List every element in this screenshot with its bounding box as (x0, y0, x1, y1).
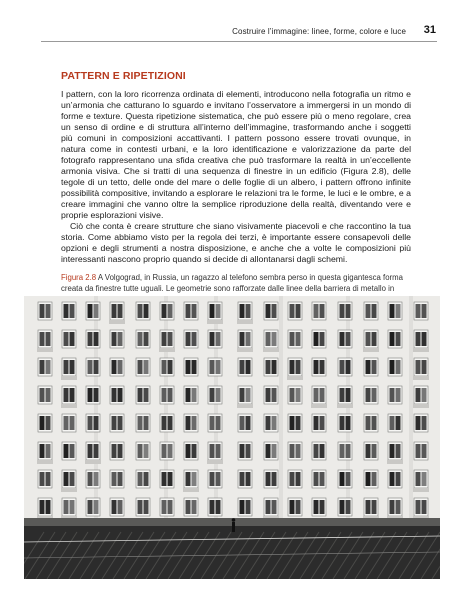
window-pane (246, 304, 251, 318)
window-pane (346, 472, 351, 486)
window-pane (290, 304, 295, 318)
window-pane (290, 360, 295, 374)
window-pane (340, 416, 345, 430)
window-pane (112, 388, 117, 402)
window-pane (296, 360, 301, 374)
window-pane (390, 444, 395, 458)
window-pane (366, 500, 371, 514)
window-pane (40, 332, 45, 346)
window-pane (422, 416, 427, 430)
window-pane (266, 500, 271, 514)
window-pane (296, 472, 301, 486)
window-pane (346, 444, 351, 458)
window-pane (210, 500, 215, 514)
window-pane (372, 416, 377, 430)
window-pane (372, 332, 377, 346)
window-pane (346, 388, 351, 402)
window-pane (240, 360, 245, 374)
window-pane (186, 416, 191, 430)
window-pane (396, 444, 401, 458)
window-pane (144, 500, 149, 514)
window-pane (168, 444, 173, 458)
balcony (237, 320, 253, 324)
window-pane (88, 444, 93, 458)
window-pane (240, 472, 245, 486)
window-pane (340, 388, 345, 402)
window-pane (396, 472, 401, 486)
window-pane (162, 416, 167, 430)
window-pane (94, 472, 99, 486)
window-pane (416, 360, 421, 374)
window-pane (94, 416, 99, 430)
window-pane (144, 472, 149, 486)
window-pane (40, 304, 45, 318)
window-pane (396, 416, 401, 430)
window-pane (88, 472, 93, 486)
header-rule (41, 41, 437, 42)
window-pane (192, 388, 197, 402)
window-pane (296, 304, 301, 318)
window-pane (366, 332, 371, 346)
balcony (61, 488, 77, 492)
window-pane (112, 472, 117, 486)
window-pane (314, 416, 319, 430)
window-pane (210, 388, 215, 402)
window-pane (340, 472, 345, 486)
window-pane (216, 304, 221, 318)
window-pane (40, 444, 45, 458)
window-pane (210, 304, 215, 318)
window-pane (168, 360, 173, 374)
window-pane (118, 472, 123, 486)
window-pane (168, 500, 173, 514)
window-pane (94, 360, 99, 374)
window-pane (240, 304, 245, 318)
window-pane (162, 472, 167, 486)
section-heading: PATTERN E RIPETIZIONI (61, 70, 186, 82)
window-pane (320, 304, 325, 318)
window-pane (366, 416, 371, 430)
balcony (207, 320, 223, 324)
window-pane (240, 332, 245, 346)
window-pane (422, 472, 427, 486)
window-pane (40, 472, 45, 486)
window-pane (366, 472, 371, 486)
window-pane (396, 332, 401, 346)
window-pane (138, 500, 143, 514)
window-pane (246, 444, 251, 458)
window-pane (112, 444, 117, 458)
balcony (413, 404, 429, 408)
window-pane (216, 472, 221, 486)
window-pane (186, 500, 191, 514)
window-pane (210, 416, 215, 430)
window-pane (272, 360, 277, 374)
window-pane (118, 500, 123, 514)
window-pane (396, 304, 401, 318)
window-pane (314, 304, 319, 318)
window-pane (266, 360, 271, 374)
window-pane (70, 388, 75, 402)
window-pane (314, 444, 319, 458)
window-pane (346, 332, 351, 346)
window-pane (70, 444, 75, 458)
window-pane (40, 416, 45, 430)
window-pane (372, 472, 377, 486)
balcony (311, 404, 327, 408)
window-pane (422, 388, 427, 402)
window-pane (246, 332, 251, 346)
window-pane (346, 304, 351, 318)
window-pane (372, 388, 377, 402)
balcony (61, 404, 77, 408)
window-pane (138, 388, 143, 402)
window-pane (390, 332, 395, 346)
window-pane (64, 360, 69, 374)
window-pane (296, 444, 301, 458)
window-pane (168, 416, 173, 430)
window-pane (46, 304, 51, 318)
window-pane (88, 360, 93, 374)
window-pane (138, 444, 143, 458)
window-pane (186, 444, 191, 458)
window-pane (162, 444, 167, 458)
balcony (85, 460, 101, 464)
window-pane (320, 360, 325, 374)
window-pane (272, 332, 277, 346)
window-pane (296, 500, 301, 514)
page-number: 31 (423, 24, 436, 36)
window-pane (366, 304, 371, 318)
window-pane (320, 500, 325, 514)
window-pane (290, 444, 295, 458)
balcony (337, 404, 353, 408)
paragraph-1: I pattern, con la loro ricorrenza ordinata di elementi, introducono nella fotografia un ritmo e un’armonia che catturano lo sguardo e invitano l’osservatore a immergersi in un mondo di forme e texture. Questa ripetizione sistematica, che può essere più o meno regolare, crea un senso di ordine e di struttura all’interno dell’immagine, trasformando anche i soggetti più comuni in composizioni accattivanti. I pattern possono essere trovati ovunque, in natura come in contesti urbani, e la loro identificazione e valorizzazione da parte del fotografo rappresentano una sfida creativa che può trasformare la realtà in un’eccellente armonia visiva. Che si tratti di una sequenza di finestre in un edificio (Figura 2.8), delle tegole di un tetto, delle onde del mare o delle foglie di un albero, i pattern offrono infinite possibilità compositive, invitando a esplorare le relazioni tra le forme, le luci e le ombre, e a creare immagini che vanno oltre la semplice riproduzione della realtà, diventando vere e proprie esplorazioni visive. (61, 89, 411, 220)
window-pane (346, 500, 351, 514)
window-pane (246, 472, 251, 486)
window-pane (168, 388, 173, 402)
balcony (413, 348, 429, 352)
window-pane (314, 472, 319, 486)
balcony (237, 348, 253, 352)
window-pane (216, 416, 221, 430)
window-pane (162, 388, 167, 402)
window-pane (162, 500, 167, 514)
window-pane (272, 472, 277, 486)
window-pane (340, 500, 345, 514)
window-pane (422, 360, 427, 374)
window-pane (320, 416, 325, 430)
window-pane (192, 416, 197, 430)
paragraph-2: Ciò che conta è creare strutture che siano visivamente piacevoli e che raccontino la tua storia. Come abbiamo visto per la regola dei terzi, è importante essere consapevoli delle opzioni e degli strumenti a nostra disposizione, e anche che a volte le composizioni più interessanti nascono proprio quando si decide di allontanarsi dagli schemi. (61, 221, 411, 264)
window-pane (246, 388, 251, 402)
person-head (232, 518, 236, 522)
window-pane (422, 500, 427, 514)
window-pane (144, 444, 149, 458)
window-pane (192, 472, 197, 486)
window-pane (64, 500, 69, 514)
window-pane (422, 304, 427, 318)
window-pane (390, 500, 395, 514)
window-pane (346, 360, 351, 374)
window-pane (340, 444, 345, 458)
window-pane (192, 444, 197, 458)
window-pane (64, 472, 69, 486)
window-pane (94, 332, 99, 346)
window-pane (46, 360, 51, 374)
window-pane (112, 360, 117, 374)
window-pane (366, 388, 371, 402)
window-pane (118, 416, 123, 430)
window-pane (88, 388, 93, 402)
window-pane (46, 332, 51, 346)
window-pane (144, 416, 149, 430)
window-pane (118, 332, 123, 346)
window-pane (112, 500, 117, 514)
window-pane (390, 360, 395, 374)
window-pane (416, 388, 421, 402)
window-pane (266, 388, 271, 402)
window-pane (210, 472, 215, 486)
window-pane (40, 360, 45, 374)
window-pane (162, 332, 167, 346)
window-pane (240, 416, 245, 430)
window-pane (162, 304, 167, 318)
window-pane (390, 304, 395, 318)
window-pane (290, 416, 295, 430)
balcony (109, 320, 125, 324)
window-pane (46, 416, 51, 430)
window-pane (118, 388, 123, 402)
window-pane (192, 332, 197, 346)
window-pane (64, 416, 69, 430)
window-pane (138, 416, 143, 430)
window-pane (340, 304, 345, 318)
window-pane (290, 388, 295, 402)
window-pane (272, 444, 277, 458)
window-pane (372, 304, 377, 318)
window-pane (366, 444, 371, 458)
window-pane (70, 304, 75, 318)
window-pane (46, 444, 51, 458)
balcony (37, 348, 53, 352)
window-pane (138, 332, 143, 346)
window-pane (422, 332, 427, 346)
window-pane (162, 360, 167, 374)
window-pane (246, 500, 251, 514)
window-pane (416, 304, 421, 318)
running-header-title: Costruire l’immagine: linee, forme, colore e luce (232, 27, 406, 36)
window-pane (64, 388, 69, 402)
window-pane (216, 444, 221, 458)
window-pane (266, 416, 271, 430)
window-pane (314, 332, 319, 346)
window-pane (416, 472, 421, 486)
window-pane (246, 360, 251, 374)
window-pane (94, 388, 99, 402)
window-pane (168, 304, 173, 318)
window-pane (296, 332, 301, 346)
balcony (413, 376, 429, 380)
window-pane (296, 388, 301, 402)
window-pane (112, 304, 117, 318)
window-pane (314, 388, 319, 402)
window-pane (118, 360, 123, 374)
window-pane (340, 332, 345, 346)
figure-photo (24, 296, 440, 579)
balcony (183, 488, 199, 492)
window-pane (314, 360, 319, 374)
window-pane (168, 472, 173, 486)
window-pane (240, 444, 245, 458)
window-pane (296, 416, 301, 430)
building-photo (24, 296, 440, 579)
window-pane (266, 332, 271, 346)
window-pane (216, 500, 221, 514)
window-pane (94, 500, 99, 514)
window-pane (88, 332, 93, 346)
person-figure (232, 522, 235, 532)
window-pane (246, 416, 251, 430)
window-pane (138, 304, 143, 318)
window-pane (396, 500, 401, 514)
window-pane (216, 388, 221, 402)
window-pane (46, 388, 51, 402)
window-pane (372, 360, 377, 374)
window-pane (186, 332, 191, 346)
window-pane (320, 444, 325, 458)
figure-label: Figura 2.8 (61, 273, 97, 282)
balcony (363, 348, 379, 352)
window-pane (314, 500, 319, 514)
window-pane (94, 444, 99, 458)
window-pane (320, 388, 325, 402)
window-pane (340, 360, 345, 374)
window-pane (272, 388, 277, 402)
window-pane (70, 472, 75, 486)
window-pane (216, 360, 221, 374)
window-pane (210, 360, 215, 374)
window-pane (290, 472, 295, 486)
window-pane (396, 360, 401, 374)
window-pane (144, 360, 149, 374)
window-pane (216, 332, 221, 346)
window-pane (346, 416, 351, 430)
window-pane (192, 360, 197, 374)
window-pane (290, 500, 295, 514)
window-pane (88, 416, 93, 430)
window-pane (390, 388, 395, 402)
window-pane (192, 500, 197, 514)
window-pane (240, 388, 245, 402)
window-pane (416, 444, 421, 458)
window-pane (138, 472, 143, 486)
window-pane (366, 360, 371, 374)
window-pane (390, 472, 395, 486)
window-pane (46, 500, 51, 514)
window-pane (88, 304, 93, 318)
window-pane (320, 472, 325, 486)
window-pane (320, 332, 325, 346)
window-pane (40, 500, 45, 514)
window-pane (94, 304, 99, 318)
window-pane (372, 444, 377, 458)
window-pane (112, 416, 117, 430)
balcony (159, 348, 175, 352)
window-pane (210, 332, 215, 346)
window-pane (70, 332, 75, 346)
window-pane (416, 500, 421, 514)
window-pane (240, 500, 245, 514)
figure-caption-text: A Volgograd, in Russia, un ragazzo al telefono sembra perso in questa gigantesca forma creata da finestre tutte uguali. Le geometrie sono rafforzate dalle linee della barriera di metallo in (61, 273, 403, 293)
window-pane (272, 304, 277, 318)
window-pane (396, 388, 401, 402)
balcony (237, 404, 253, 408)
window-pane (416, 332, 421, 346)
window-pane (186, 304, 191, 318)
balcony (287, 376, 303, 380)
window-pane (70, 416, 75, 430)
pilaster (279, 296, 283, 531)
window-pane (138, 360, 143, 374)
window-pane (266, 444, 271, 458)
window-pane (64, 444, 69, 458)
window-pane (290, 332, 295, 346)
balcony (413, 488, 429, 492)
window-pane (168, 332, 173, 346)
window-pane (144, 332, 149, 346)
window-pane (46, 472, 51, 486)
window-pane (272, 500, 277, 514)
window-pane (210, 444, 215, 458)
window-pane (70, 500, 75, 514)
window-pane (372, 500, 377, 514)
balcony (37, 460, 53, 464)
window-pane (186, 388, 191, 402)
window-pane (88, 500, 93, 514)
window-pane (186, 472, 191, 486)
window-pane (112, 332, 117, 346)
window-pane (40, 388, 45, 402)
window-pane (70, 360, 75, 374)
window-pane (118, 304, 123, 318)
window-pane (64, 304, 69, 318)
balcony (263, 348, 279, 352)
window-pane (64, 332, 69, 346)
window-pane (416, 416, 421, 430)
window-pane (144, 388, 149, 402)
body-text (61, 89, 411, 265)
window-pane (118, 444, 123, 458)
window-pane (422, 444, 427, 458)
window-pane (266, 472, 271, 486)
window-pane (390, 416, 395, 430)
window-pane (272, 416, 277, 430)
window-pane (144, 304, 149, 318)
window-pane (186, 360, 191, 374)
balcony (61, 376, 77, 380)
pilaster (409, 296, 413, 531)
balcony (387, 460, 403, 464)
window-pane (266, 304, 271, 318)
window-pane (192, 304, 197, 318)
balcony (207, 460, 223, 464)
